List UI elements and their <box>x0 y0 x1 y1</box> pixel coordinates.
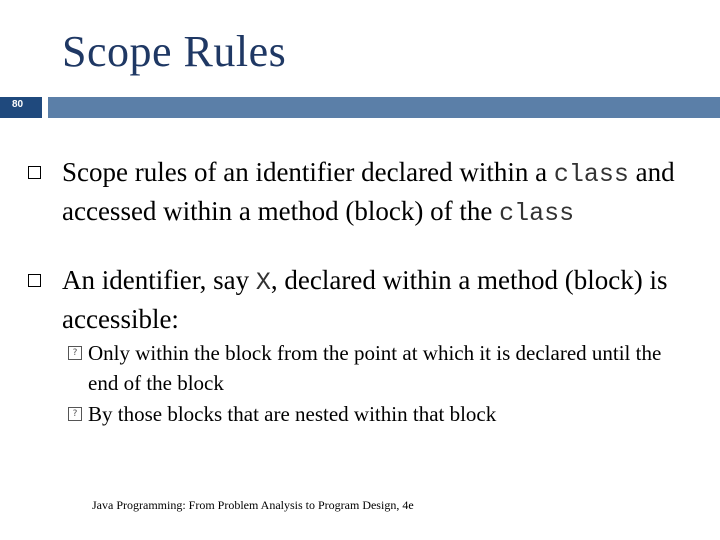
code-keyword: class <box>553 160 629 189</box>
sub-bullet-item <box>68 399 668 429</box>
sub-bullet-text: Only within the block from the point at which it is declared until the end of the block <box>88 341 662 395</box>
bullet-item <box>28 154 688 232</box>
bullet-text <box>28 262 688 338</box>
bullet-text-part: , declared within a method (block) is accessible: <box>62 265 668 334</box>
square-bullet-icon <box>28 274 41 287</box>
bullet-text-part: An identifier, say <box>62 265 256 295</box>
code-identifier: X <box>255 268 271 297</box>
square-bullet-icon <box>28 166 41 179</box>
bullet-text <box>28 154 688 232</box>
slide-footer: Java Programming: From Problem Analysis to Program Design, 4e <box>92 498 414 512</box>
slide-title: Scope Rules <box>62 27 287 76</box>
code-keyword: class <box>499 199 575 228</box>
sub-bullet-text: By those blocks that are nested within that block <box>88 402 497 426</box>
title-divider-bar <box>48 97 720 118</box>
missing-glyph-bullet-icon: ? <box>68 407 82 421</box>
sub-bullet-item <box>68 338 668 398</box>
bullet-text-part: Scope rules of an identifier declared within a <box>62 157 554 187</box>
bullet-item <box>28 262 688 338</box>
slide-number: 80 <box>12 99 24 110</box>
bullet-text-part: and accessed within a method (block) of the <box>62 157 675 226</box>
missing-glyph-bullet-icon: ? <box>68 346 82 360</box>
